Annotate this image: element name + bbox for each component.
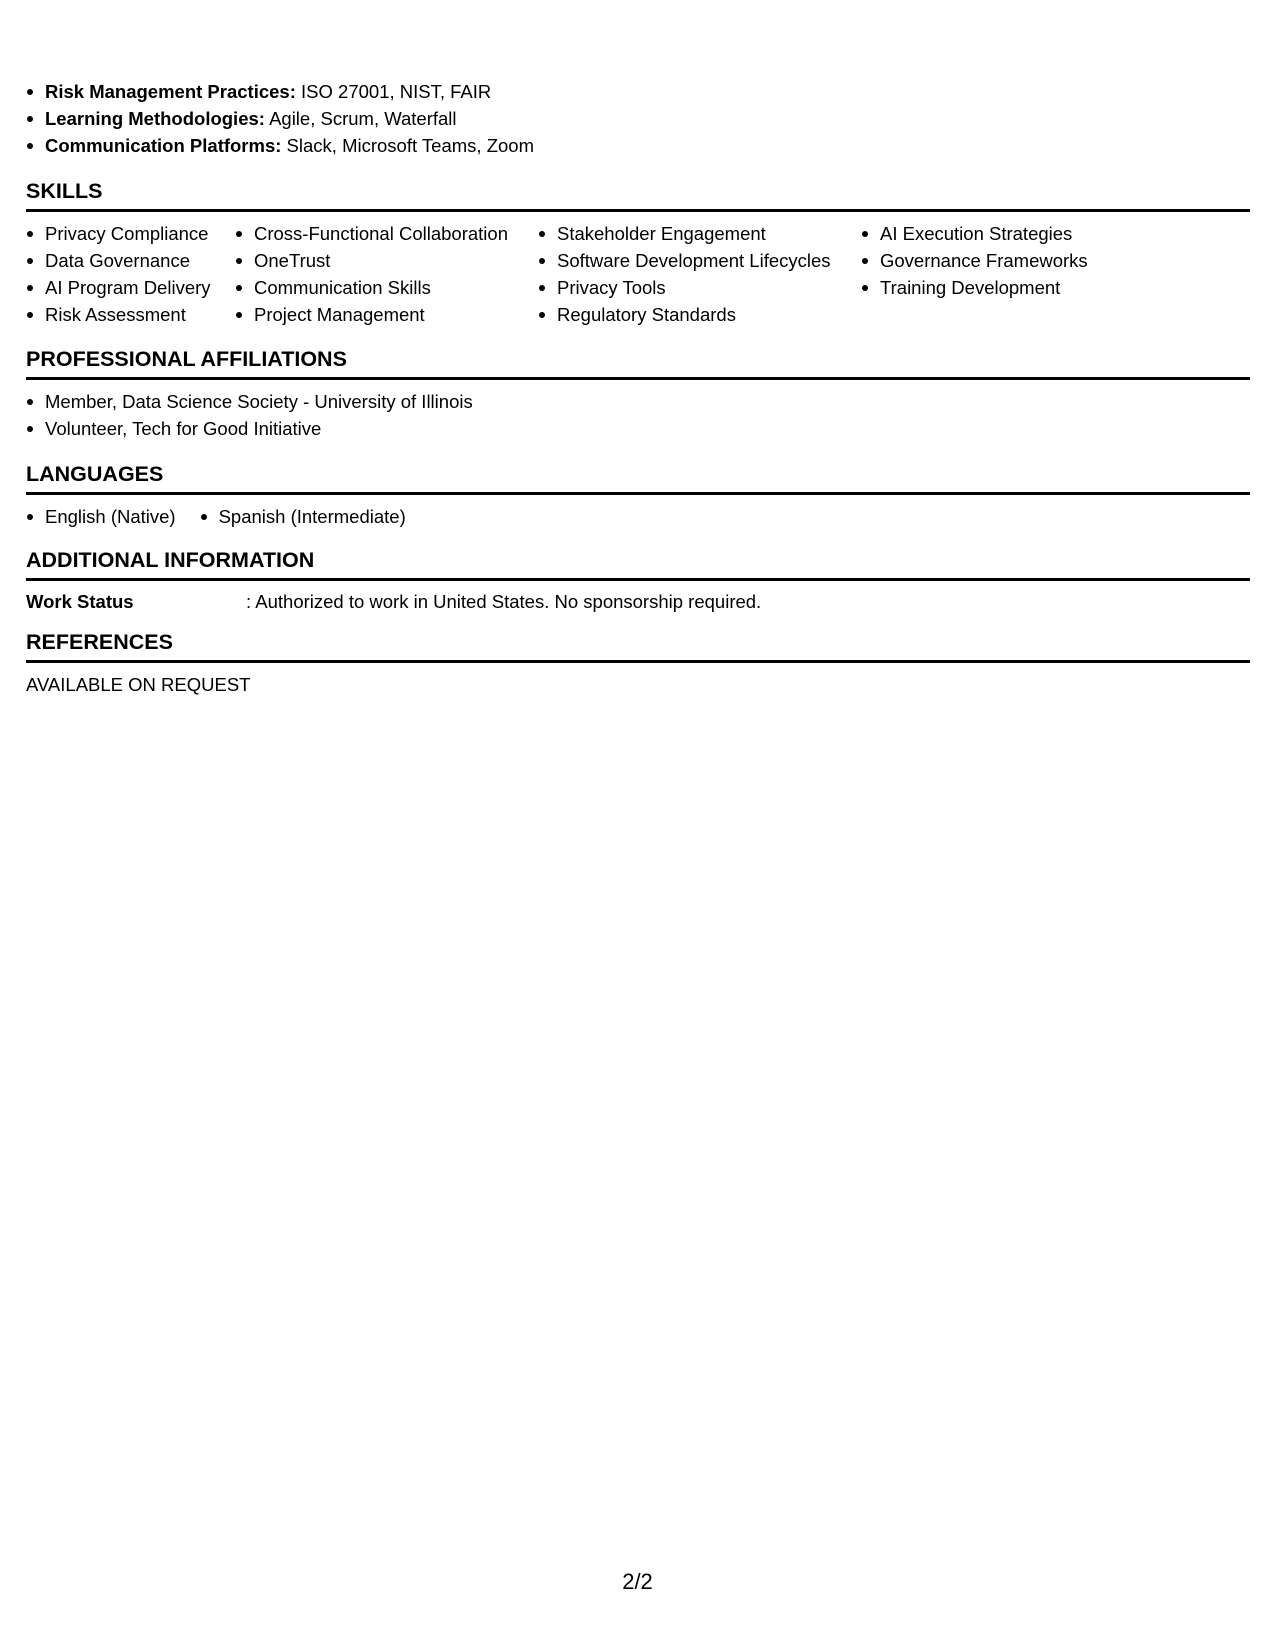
- list-item: Training Development: [861, 274, 1161, 301]
- page-number: 2/2: [622, 1569, 653, 1594]
- list-item: Privacy Tools: [538, 274, 861, 301]
- skills-column-1: [26, 220, 235, 328]
- list-item: Risk Assessment: [26, 301, 235, 328]
- list-item: Volunteer, Tech for Good Initiative: [26, 415, 1250, 442]
- list-item: Project Management: [235, 301, 538, 328]
- list-item: Stakeholder Engagement: [538, 220, 861, 247]
- languages-list: [26, 503, 1250, 530]
- resume-page: [26, 78, 1250, 698]
- references-heading: REFERENCES: [26, 629, 1250, 663]
- references-text: AVAILABLE ON REQUEST: [26, 674, 251, 695]
- list-item: Communication Skills: [235, 274, 538, 301]
- additional-info-heading: ADDITIONAL INFORMATION: [26, 547, 1250, 581]
- skills-column-4: [861, 220, 1161, 328]
- list-item: Learning Methodologies: Agile, Scrum, Waterfall: [26, 105, 1250, 132]
- languages-heading: LANGUAGES: [26, 461, 1250, 495]
- skills-heading: SKILLS: [26, 178, 1250, 212]
- skills-column-2: [235, 220, 538, 328]
- list-item: Cross-Functional Collaboration: [235, 220, 538, 247]
- work-status-row: [26, 588, 1250, 615]
- list-item: AI Program Delivery: [26, 274, 235, 301]
- affiliations-heading: PROFESSIONAL AFFILIATIONS: [26, 346, 1250, 380]
- list-item: AI Execution Strategies: [861, 220, 1161, 247]
- work-status-label: Work Status: [26, 591, 134, 612]
- list-item: Privacy Compliance: [26, 220, 235, 247]
- work-status-value: : Authorized to work in United States. No sponsorship required.: [246, 591, 762, 612]
- tools-list: [26, 78, 1250, 159]
- list-item: Member, Data Science Society - University of Illinois: [26, 388, 1250, 415]
- skills-column-3: [538, 220, 861, 328]
- list-item: Software Development Lifecycles: [538, 247, 861, 274]
- skills-grid: [26, 220, 1250, 328]
- list-item: Communication Platforms: Slack, Microsoft Teams, Zoom: [26, 132, 1250, 159]
- list-item: OneTrust: [235, 247, 538, 274]
- list-item: English (Native): [26, 503, 176, 530]
- list-item: Spanish (Intermediate): [200, 503, 406, 530]
- list-item: Governance Frameworks: [861, 247, 1161, 274]
- list-item: Data Governance: [26, 247, 235, 274]
- list-item: Risk Management Practices: ISO 27001, NIST, FAIR: [26, 78, 1250, 105]
- affiliations-list: [26, 388, 1250, 442]
- list-item: Regulatory Standards: [538, 301, 861, 328]
